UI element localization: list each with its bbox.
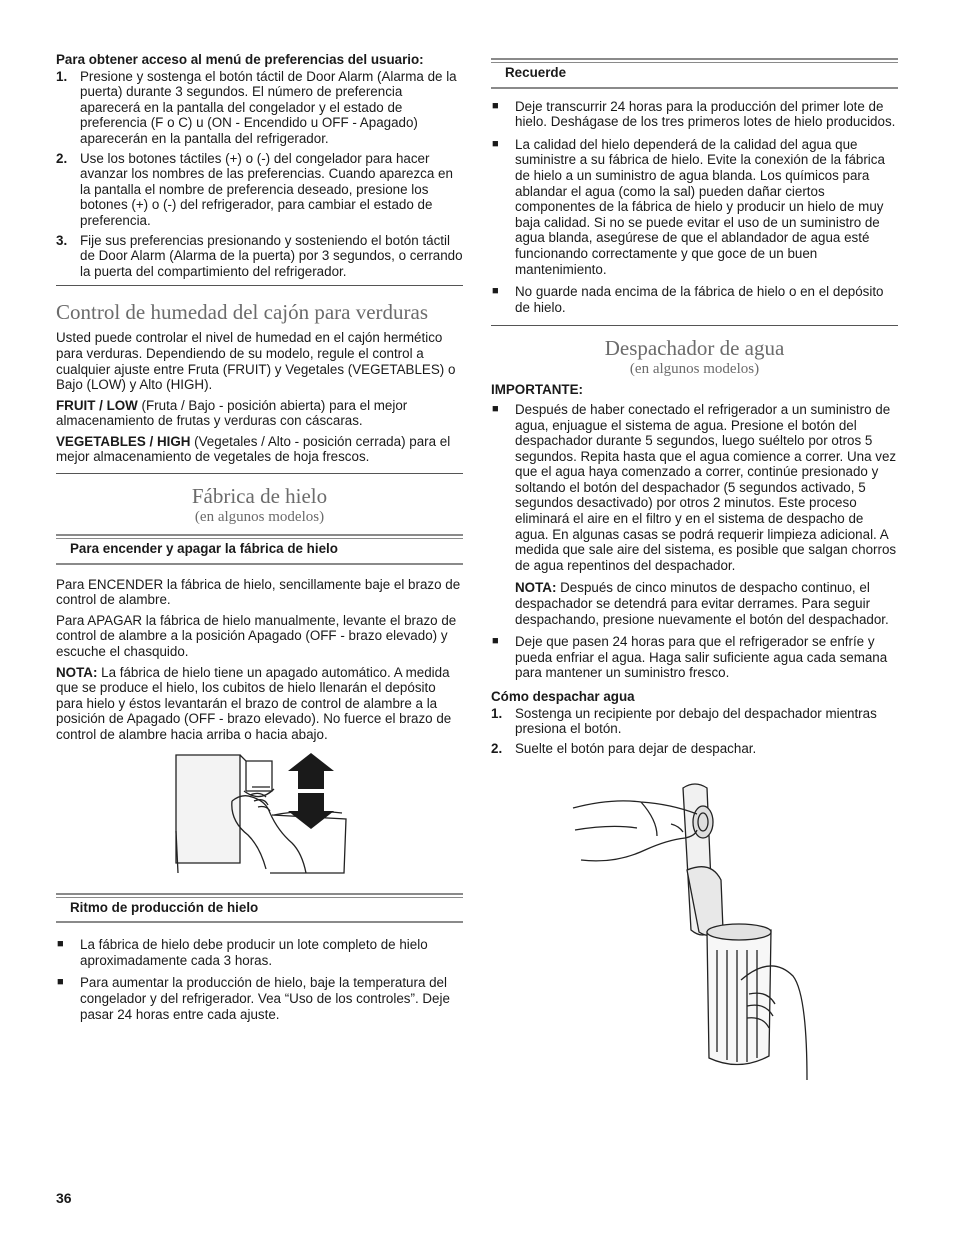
dispenser-note <box>515 580 898 627</box>
vegetables-label: VEGETABLES / HIGH <box>56 433 191 449</box>
remember-subheading: Recuerde <box>491 58 898 89</box>
note-label: NOTA: <box>56 664 98 680</box>
step-text: Sostenga un recipiente por debajo del despachador mientras presiona el botón. <box>515 705 877 737</box>
bullet-icon: ■ <box>492 99 499 112</box>
ice-maker-title: Fábrica de hielo <box>191 484 328 509</box>
list-item <box>491 99 898 130</box>
vegetables-paragraph <box>56 434 463 465</box>
ice-maker-illustration <box>174 751 354 879</box>
bullet-text: La fábrica de hielo debe producir un lote completo de hielo aproximadamente cada 3 horas. <box>80 937 428 968</box>
step-number: 2. <box>491 740 503 756</box>
bullet-text: No guarde nada encima de la fábrica de hielo o en el depósito de hielo. <box>515 284 884 315</box>
access-menu-heading: Para obtener acceso al menú de preferencias del usuario: <box>56 52 424 67</box>
step-text: Fije sus preferencias presionando y sosteniendo el botón táctil de Door Alarm (Alarma de la puerta) por 3 segundos, o cerrando la puerta del compartimiento del refrigerador. <box>80 232 463 279</box>
list-item <box>56 151 463 229</box>
left-column <box>56 52 463 1029</box>
dispense-steps <box>491 706 898 757</box>
humidity-intro: Usted puede controlar el nivel de humedad en el cajón hermético para verduras. Dependiendo de su modelo, regule el control a cualquier ajuste entre Fruta (FRUIT) y Vegetales (VEGETABLES) o Bajo (LOW) y Alto (HIGH). <box>56 330 456 393</box>
remember-bullets <box>491 99 898 316</box>
how-to-dispense-heading: Cómo despachar agua <box>491 689 635 704</box>
list-item <box>491 402 898 627</box>
note-paragraph <box>56 665 463 743</box>
list-item <box>491 706 898 737</box>
water-dispenser-title: Despachador de agua <box>604 336 785 361</box>
ice-maker-drawing <box>174 751 354 879</box>
right-column <box>491 58 898 1080</box>
note-text: La fábrica de hielo tiene un apagado automático. A medida que se produce el hielo, los cubitos de hielo llenarán el depósito para hielo y éstos levantarán el brazo de control de alambre a la posición de Apagado (OFF - brazo elevado). No fuerce el brazo de control de alambre hacia arriba o hacia abajo. <box>56 664 452 742</box>
divider <box>491 325 898 326</box>
humidity-section-title: Control de humedad del cajón para verduras <box>56 300 429 325</box>
divider <box>56 473 463 474</box>
fruit-label: FRUIT / LOW <box>56 397 138 413</box>
step-text: Use los botones táctiles (+) o (-) del congelador para hacer avanzar los nombres de las preferencias. Cuando aparezca en la pantalla el nombre de preferencia deseado, presione los botones (+) o (-) del refrigerador, para cambiar el estado de preferencia. <box>80 150 453 228</box>
ice-maker-subtitle: (en algunos modelos) <box>194 509 325 526</box>
list-item <box>491 634 898 681</box>
list-item <box>491 137 898 277</box>
step-text: Suelte el botón para dejar de despachar. <box>515 740 757 756</box>
water-dispenser-subtitle: (en algunos modelos) <box>629 361 760 378</box>
bullet-icon: ■ <box>57 976 64 989</box>
bullet-icon: ■ <box>492 402 499 415</box>
rate-bullets <box>56 937 463 1022</box>
production-rate-subheading: Ritmo de producción de hielo <box>56 893 463 924</box>
step-text: Presione y sostenga el botón táctil de Door Alarm (Alarma de la puerta) durante 3 segundos. El número de preferencia aparecerá en la pantalla del congelador y el estado de preferencia (F o C) u (ON - Encendido u OFF - Apagado) aparecerán en la pantalla del refrigerador. <box>80 68 457 146</box>
bullet-text: Después de haber conectado el refrigerador a un suministro de agua, enjuague el sistema de agua. Presione el botón del despachador durante 5 segundos, luego suéltelo por otros 5 segundos. Repita hasta que el agua comience a correr. Una vez que el agua haya comenzado a correr, continúe presionado y soltando el botón del despachador (5 segundos activado, 5 segundos desactivado) por otros 2 minutos. Este proceso eliminará el aire en el filtro y en el sistema de despacho de agua. En algunas casas se podrá requerir limpieza adicional. A medida que sale aire del sistema, es posible que salgan chorros de agua repentinos del despachador. <box>515 401 897 573</box>
list-item <box>491 284 898 315</box>
list-item <box>56 937 463 968</box>
step-number: 1. <box>56 68 68 84</box>
important-bullets <box>491 402 898 681</box>
important-label: IMPORTANTE: <box>491 382 583 398</box>
page-number: 36 <box>56 1190 72 1206</box>
bullet-icon: ■ <box>57 938 64 951</box>
off-paragraph: Para APAGAR la fábrica de hielo manualmente, levante el brazo de control de alambre a la posición Apagado (OFF - brazo elevado) y escuche el chasquido. <box>56 612 457 660</box>
bullet-text: Deje que pasen 24 horas para que el refrigerador se enfríe y pueda enfriar el agua. Haga salir suficiente agua cada semana para mantener un suministro fresco. <box>515 634 888 681</box>
fruit-text: (Fruta / Bajo - posición abierta) para el mejor almacenamiento de frutas y verduras con cáscaras. <box>56 397 408 429</box>
list-item <box>491 741 898 757</box>
step-number: 2. <box>56 150 68 166</box>
vegetables-text: (Vegetales / Alto - posición cerrada) para el mejor almacenamiento de vegetales de hoja frescos. <box>56 433 451 465</box>
list-item <box>56 975 463 1022</box>
bullet-icon: ■ <box>492 285 499 298</box>
step-number: 3. <box>56 232 68 248</box>
step-number: 1. <box>491 705 503 721</box>
access-steps-list <box>56 69 463 280</box>
water-dispenser-drawing <box>571 780 811 1080</box>
bullet-text: La calidad del hielo dependerá de la calidad del agua que suministre a su fábrica de hielo. Evite la conexión de la fábrica de hielo a un suministro de agua blanda. Los químicos para ablandar el agua (como la sal) pueden dañar ciertos componentes de la fábrica de hielo y producir un hielo de muy baja calidad. Si no se puede evitar el uso de un suministro de agua blanda, asegúrese de que el ablandador de agua esté funcionando correctamente y que goce de un buen mantenimiento. <box>515 136 885 277</box>
bullet-text: Deje transcurrir 24 horas para la producción del primer lote de hielo. Deshágase de los tres primeros lotes de hielo producidos. <box>515 98 896 130</box>
bullet-icon: ■ <box>492 137 499 150</box>
fruit-paragraph <box>56 398 463 429</box>
bullet-icon: ■ <box>492 635 499 648</box>
on-off-subheading: Para encender y apagar la fábrica de hielo <box>56 534 463 565</box>
bullet-text: Para aumentar la producción de hielo, baje la temperatura del congelador y del refrigerador. Vea “Uso de los controles”. Deje pasar 24 horas entre cada ajuste. <box>80 975 450 1022</box>
divider <box>56 285 463 286</box>
note-text: Después de cinco minutos de despacho continuo, el despachador se detendrá para evitar derrames. Para seguir despachando, presione nuevamente el botón del despachador. <box>515 580 889 627</box>
note-label: NOTA: <box>515 580 557 596</box>
water-dispenser-illustration <box>571 780 811 1080</box>
list-item <box>56 233 463 280</box>
list-item <box>56 69 463 147</box>
on-paragraph: Para ENCENDER la fábrica de hielo, sencillamente baje el brazo de control de alambre. <box>56 576 461 608</box>
